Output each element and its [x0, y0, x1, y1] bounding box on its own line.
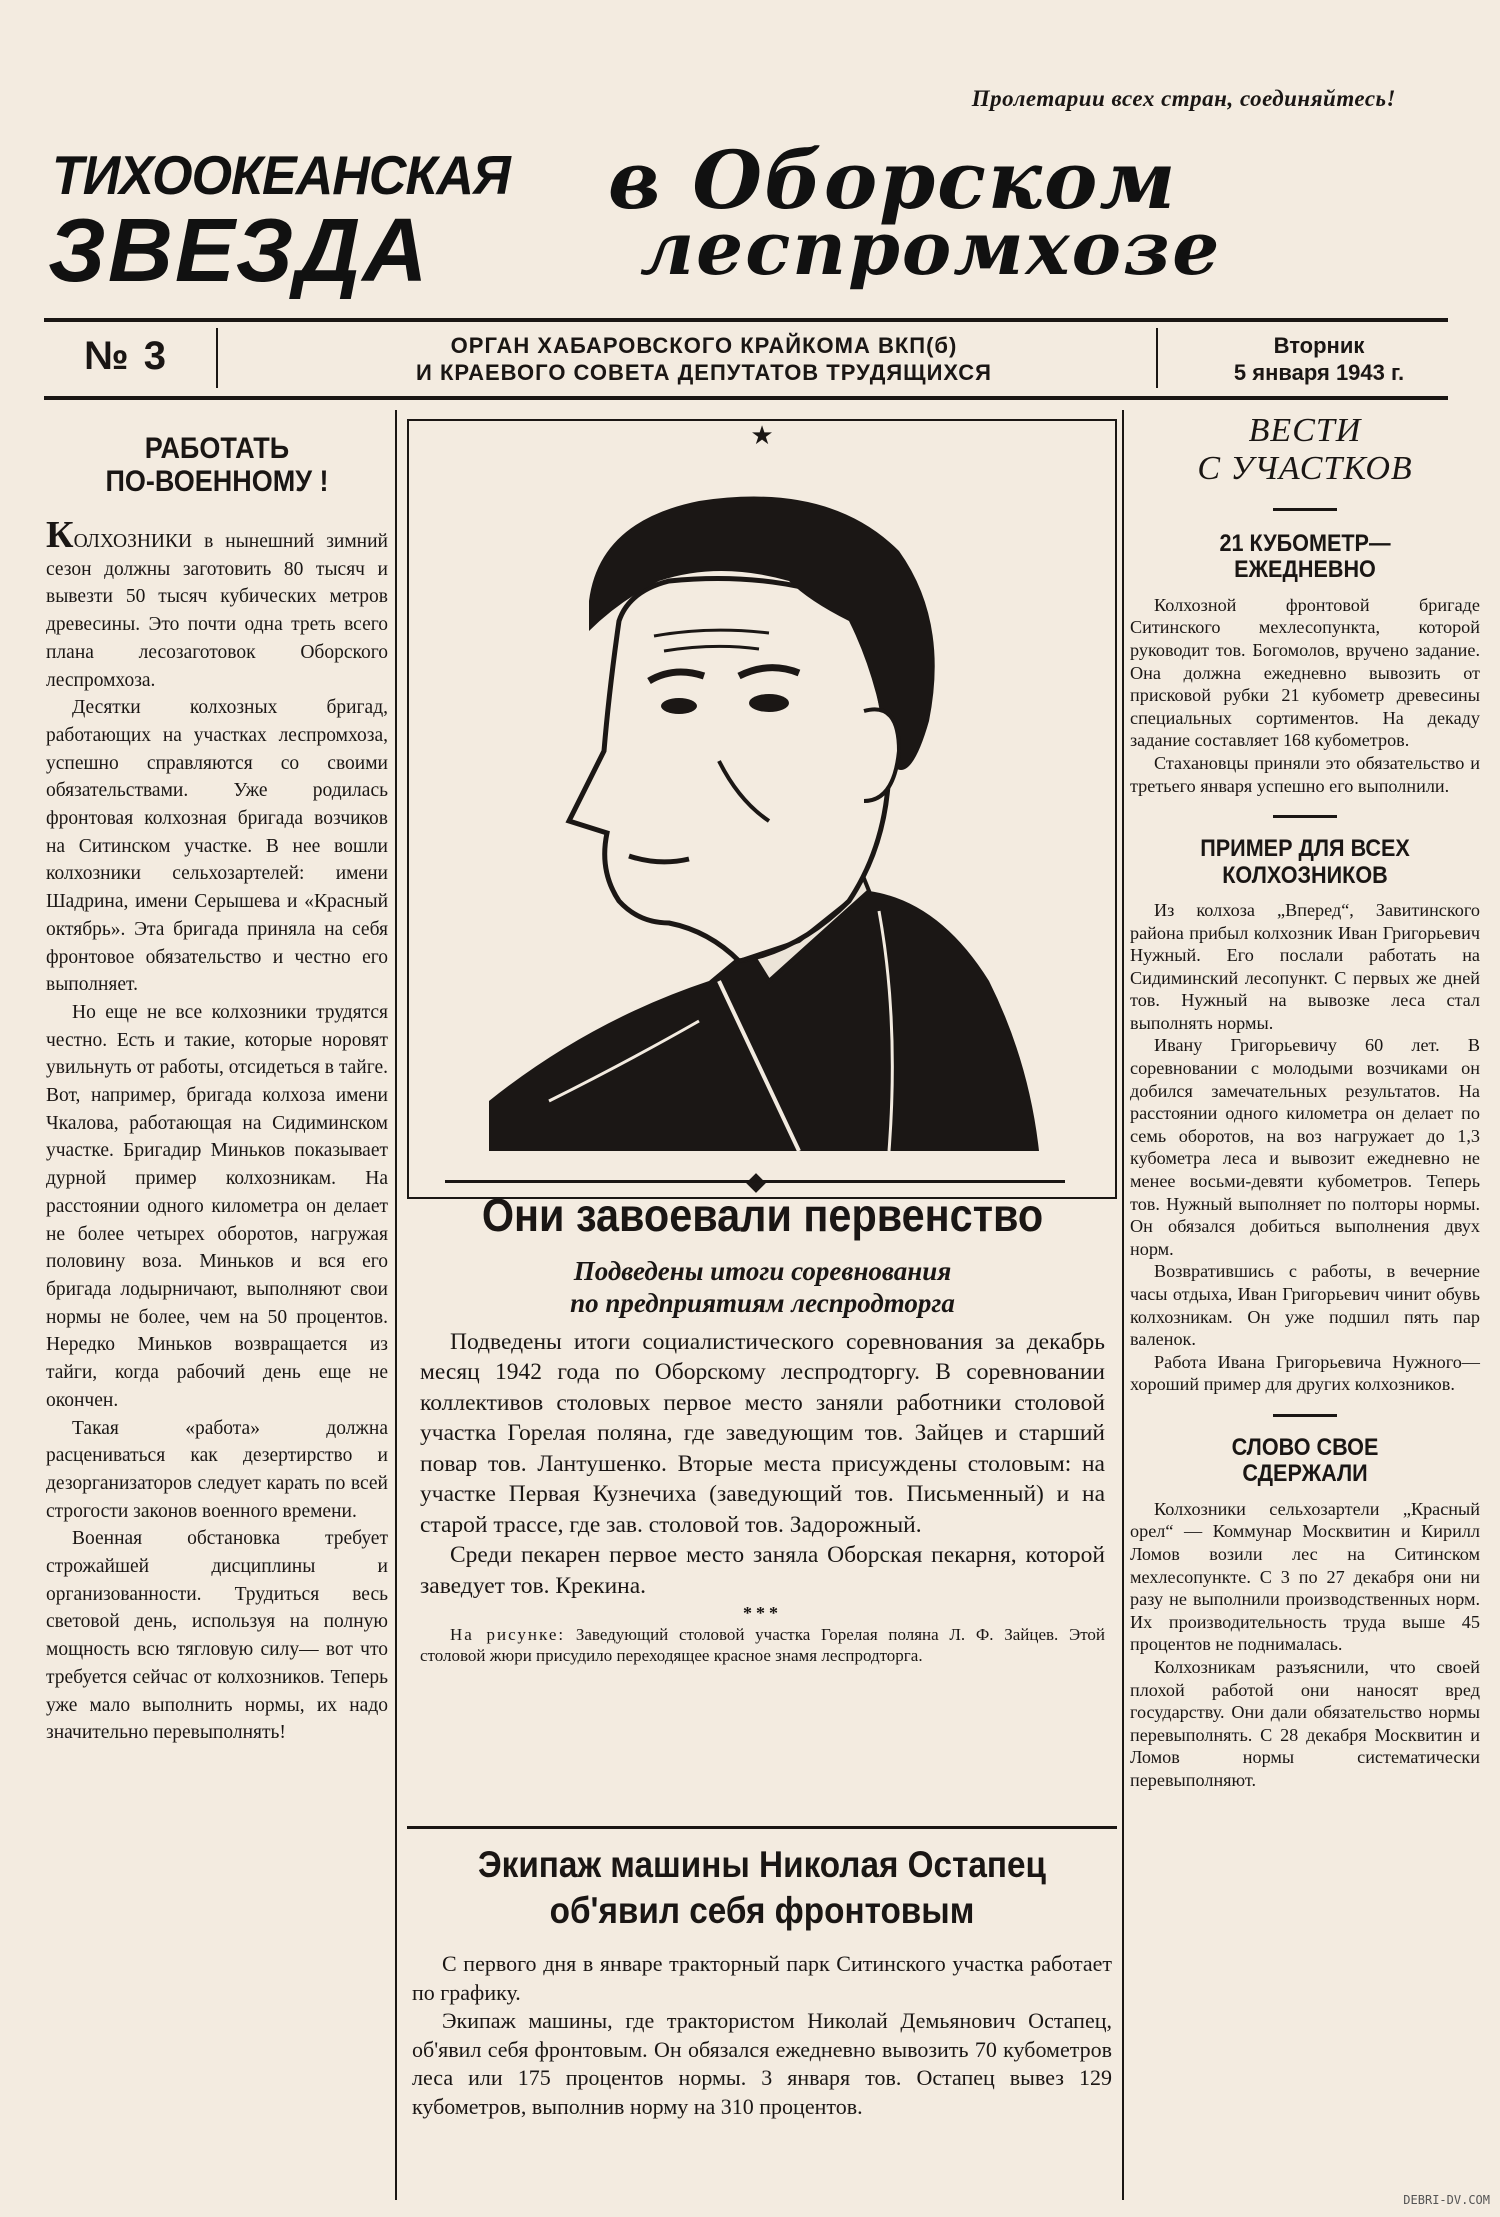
left-headline-1: РАБОТАТЬ	[144, 432, 290, 465]
script-title-line-2: леспромхозе	[640, 206, 1222, 292]
divider	[1273, 1414, 1337, 1417]
caption-rule	[407, 1826, 1117, 1829]
article-body	[1130, 899, 1480, 1396]
tractor-article-body	[412, 1950, 1112, 2121]
headline-line: 21 КУБОМЕТР—	[1219, 530, 1391, 557]
watermark: DEBRI-DV.COM	[1403, 2193, 1490, 2207]
divider	[1156, 328, 1158, 388]
divider	[216, 328, 218, 388]
center-subhead-2: по предприятиям леспродторга	[570, 1287, 955, 1318]
section-title-1: ВЕСТИ	[1248, 412, 1362, 449]
date-block	[1184, 332, 1454, 386]
paragraph: Стахановцы приняли это обязательство и третьего января успешно его выполнили.	[1130, 752, 1480, 796]
column-divider-left	[395, 410, 397, 2200]
headline-line: ЕЖЕДНЕВНО	[1234, 556, 1376, 584]
organ-line	[244, 332, 1164, 386]
title-line-2: ЗВЕЗДА	[48, 201, 430, 301]
paragraph: Такая «работа» должна расцениваться как дезертирство и дезорганизаторов следует карать по всей строгости законов военного времени.	[46, 1417, 388, 1522]
paragraph-text: ОЛХОЗНИКИ в нынешний зимний сезон должны заготовить 80 тысяч и вывезти 50 тысяч кубических метров древесины. Это почти одна треть всего плана лесозаготовок Оборского леспромхоза.	[46, 531, 388, 691]
issue-date: 5 января 1943 г.	[1233, 360, 1405, 385]
slogan: Пролетарии всех стран, соединяйтесь!	[971, 86, 1396, 111]
tractor-article	[412, 1842, 1112, 2121]
center-subhead-1: Подведены итоги соревнования	[573, 1255, 952, 1286]
star-icon: ★	[750, 421, 774, 450]
right-column	[1130, 412, 1480, 1791]
center-article-body	[410, 1327, 1115, 1602]
paragraph: Но еще не все колхозники трудятся честно. Есть и такие, которые норовят увильнуть от работы, отсидеться в тайге. Вот, например, бригада колхоза имени Чкалова, работающая на Сидиминском участке. Бригадир Миньков показывает дурной пример колхозникам. На расстоянии одного километра он делает не более четырех оборотов, нагружая половину воза. Миньков и вся его бригада лодырничают, выполняют свои нормы не более, чем на 50 процентов. Нередко Миньков возвращается из тайги, когда рабочий день еще не окончен.	[46, 1001, 388, 1411]
headline-line: КОЛХОЗНИКОВ	[1222, 861, 1388, 889]
paragraph	[46, 516, 388, 694]
info-bar	[44, 324, 1448, 392]
left-article-body	[46, 516, 388, 1747]
organ-line-1: ОРГАН ХАБАРОВСКОГО КРАЙКОМА ВКП(б)	[450, 333, 958, 358]
weekday: Вторник	[1273, 333, 1365, 358]
tractor-headline-1: Экипаж машины Николая Остапец	[477, 1844, 1047, 1885]
tractor-headline	[447, 1842, 1077, 1934]
caption-text: Заведующий столовой участка Горелая поляна Л. Ф. Зайцев. Этой столовой жюри присудило переходящее красное знамя леспродторга.	[420, 1625, 1105, 1666]
section-title-2: С УЧАСТКОВ	[1197, 450, 1413, 487]
left-headline	[63, 432, 371, 498]
paragraph: Из колхоза „Вперед“, Завитинского района прибыл колхозник Иван Григорьевич Нужный. Его послали работать на Сидиминский лесопункт. С первых же дней тов. Нужный на вывозке леса стал выполнять нормы.	[1130, 899, 1480, 1033]
paragraph: Колхозники сельхозартели „Красный орел“ — Коммунар Москвитин и Кирилл Ломов возили лес на Ситинском мехлесопункте. С 3 по 27 декабря они ни разу не выполнили производственных норм. Их производительность труда выше 45 процентов не поднималась.	[1130, 1498, 1480, 1655]
column-divider-right	[1122, 410, 1124, 2200]
left-article	[46, 432, 388, 1747]
center-subhead	[410, 1255, 1115, 1319]
paragraph: Колхозникам разъяснили, что своей плохой работой они наносят вред государству. Они дали обязательство нормы перевыполнять. С 28 декабря Москвитин и Ломов нормы систематически перевыполняют.	[1130, 1656, 1480, 1790]
right-headline-3	[1148, 1435, 1463, 1488]
headline-line: СЛОВО СВОЕ	[1231, 1433, 1379, 1461]
paragraph: Возвратившись с работы, в вечерние часы отдыха, Иван Григорьевич чинит обувь колхозникам. Он уже подшил пять пар валенок.	[1130, 1261, 1480, 1350]
caption-lead: На рисунке:	[450, 1625, 566, 1645]
article-body	[1130, 1498, 1480, 1792]
left-headline-2: ПО-ВОЕННОМУ !	[105, 465, 329, 498]
paragraph: Экипаж машины, где трактористом Николай Демьянович Остапец, об'явил себя фронтовым. Он обязался ежедневно вывозить 70 кубометров леса или 175 процентов нормы. 3 января тов. Остапец вывез 129 кубометров, выполнив норму на 310 процентов.	[412, 2008, 1112, 2119]
tractor-headline-2: об'явил себя фронтовым	[549, 1890, 975, 1931]
divider	[1273, 815, 1337, 818]
divider	[1273, 508, 1337, 511]
picture-caption	[410, 1624, 1115, 1666]
paragraph: Военная обстановка требует строжайшей дисциплины и организованности. Трудиться весь световой день, используя на полную мощность всю тягловую силу— вот что требуется сейчас от колхозников. Теперь уже мало выполнить нормы, их надо значительно перевыполнять!	[46, 1528, 388, 1744]
portrait-frame	[407, 419, 1117, 1199]
paragraph: Подведены итоги социалистического соревнования за декабрь месяц 1942 года по Оборскому леспродторгу. В соревновании коллективов столовых первое место заняли работники столовой участка Горелая поляна, где заведующим тов. Зайцев и старший повар тов. Лантушенко. Вторые места присуждены столовым: на участке Первая Кузнечиха (заведующий тов. Письменный) и на старой трассе, где зав. столовой тов. Задорожный.	[420, 1328, 1105, 1538]
paragraph: Десятки колхозных бригад, работающих на участках леспромхоза, успешно справляются со своими обязательствами. Уже родилась фронтовая колхозная бригада возчиков на Ситинском участке. В нее вошли колхозники сельхозартелей: имени Шадрина, имени Серышева и «Красный октябрь». Эта бригада приняла на себя фронтовое обязательство и честно его выполняет.	[46, 697, 388, 996]
headline-line: СДЕРЖАЛИ	[1242, 1460, 1368, 1488]
headline-rule	[445, 1180, 1065, 1183]
right-headline-1	[1148, 531, 1463, 584]
asterisks: ***	[743, 1603, 782, 1624]
paragraph: Колхозной фронтовой бригаде Ситинского мехлесопункта, которой руководит тов. Богомолов, вручено задание. Она должна ежедневно вывозить от присковой рубки 21 кубометр древесины специальных сортиментов. На декаду задание составляет 168 кубометров.	[1130, 594, 1480, 751]
organ-line-2: И КРАЕВОГО СОВЕТА ДЕПУТАТОВ ТРУДЯЩИХСЯ	[416, 360, 992, 385]
bottom-rule	[44, 396, 1448, 400]
drop-cap: К	[46, 514, 74, 556]
section-title	[1130, 412, 1480, 488]
script-title-line-1: в Оборском	[608, 133, 1178, 227]
paragraph: Ивану Григорьевичу 60 лет. В соревновании с молодыми возчиками он добился замечательных результатов. На расстоянии одного километра он делает по семь оборотов, на воз нагружает до 1,3 кубометра леса и вывозит ежедневно не менее восьми-девяти кубометров. Теперь тов. Нужный выполняет по полторы нормы. Он обязался добиться выполнения двух норм.	[1130, 1035, 1480, 1259]
portrait-illustration	[469, 461, 1049, 1151]
article-body	[1130, 594, 1480, 797]
center-article	[410, 1190, 1115, 1666]
title-line-1: ТИХООКЕАНСКАЯ	[52, 145, 510, 207]
center-headline: Они завоевали первенство	[481, 1189, 1044, 1241]
top-rule	[44, 318, 1448, 322]
paragraph: Среди пекарен первое место заняла Оборская пекарня, которой заведует тов. Крекина.	[420, 1542, 1105, 1599]
paragraph: Работа Ивана Григорьевича Нужного—хороший пример для других колхозников.	[1130, 1351, 1480, 1395]
issue-number: № 3	[84, 334, 168, 378]
right-headline-2	[1148, 836, 1463, 889]
paragraph: С первого дня в январе тракторный парк Ситинского участка работает по графику.	[412, 1951, 1112, 2005]
headline-line: ПРИМЕР ДЛЯ ВСЕХ	[1200, 835, 1410, 863]
